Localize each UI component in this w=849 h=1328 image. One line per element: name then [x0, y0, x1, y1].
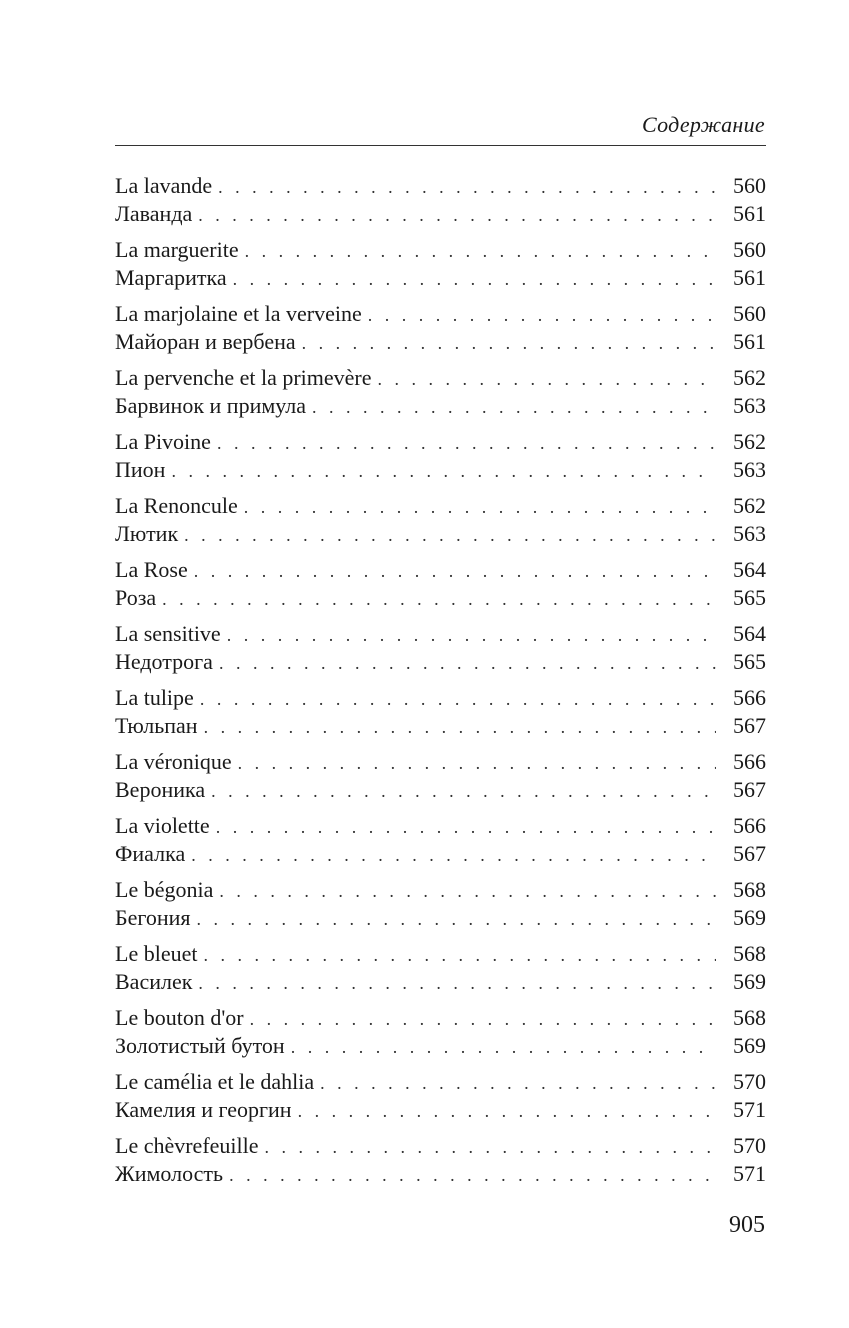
entry-page-number: 560: [733, 237, 766, 262]
entry-page-number: 566: [733, 813, 766, 838]
toc-entry-fr[interactable]: [115, 364, 766, 392]
dot-leader: [197, 905, 716, 933]
dot-leader: [291, 1033, 716, 1061]
entry-page-number: 565: [733, 649, 766, 674]
entry-title: Вероника: [115, 777, 206, 802]
dot-leader: [219, 877, 716, 905]
entry-title: Le bégonia: [115, 877, 214, 902]
toc-group: [115, 364, 766, 420]
entry-title: Тюльпан: [115, 713, 198, 738]
entry-title: Майоран и вербена: [115, 329, 296, 354]
entry-page-number: 569: [733, 1033, 766, 1058]
toc-group: [115, 940, 766, 996]
dot-leader: [194, 557, 716, 585]
toc-group: [115, 1004, 766, 1060]
toc-group: [115, 748, 766, 804]
entry-page-number: 562: [733, 365, 766, 390]
toc-entry-ru[interactable]: [115, 200, 766, 228]
dot-leader: [227, 621, 716, 649]
entry-page-number: 570: [733, 1069, 766, 1094]
toc-entry-ru[interactable]: [115, 968, 766, 996]
dot-leader: [298, 1097, 716, 1125]
toc-entry-ru[interactable]: [115, 776, 766, 804]
toc-group: [115, 876, 766, 932]
toc-group: [115, 236, 766, 292]
toc-entry-fr[interactable]: [115, 1068, 766, 1096]
toc-group: [115, 1132, 766, 1188]
toc-entry-ru[interactable]: [115, 648, 766, 676]
entry-page-number: 563: [733, 457, 766, 482]
dot-leader: [244, 493, 716, 521]
entry-page-number: 567: [733, 841, 766, 866]
entry-title: Золотистый бутон: [115, 1033, 285, 1058]
toc-entry-fr[interactable]: [115, 1004, 766, 1032]
toc-entry-fr[interactable]: [115, 876, 766, 904]
toc-group: [115, 620, 766, 676]
entry-page-number: 566: [733, 749, 766, 774]
entry-page-number: 569: [733, 969, 766, 994]
toc-group: [115, 492, 766, 548]
entry-page-number: 566: [733, 685, 766, 710]
dot-leader: [368, 301, 716, 329]
toc-group: [115, 812, 766, 868]
entry-page-number: 560: [733, 301, 766, 326]
toc-entry-fr[interactable]: [115, 236, 766, 264]
entry-title: La Renoncule: [115, 493, 238, 518]
dot-leader: [219, 649, 716, 677]
entry-title: La pervenche et la primevère: [115, 365, 372, 390]
entry-title: Le camélia et le dahlia: [115, 1069, 315, 1094]
toc-entry-ru[interactable]: [115, 520, 766, 548]
entry-title: La violette: [115, 813, 210, 838]
table-of-contents: [115, 172, 766, 1196]
entry-page-number: 568: [733, 1005, 766, 1030]
toc-entry-ru[interactable]: [115, 1032, 766, 1060]
toc-entry-ru[interactable]: [115, 1096, 766, 1124]
entry-title: Le bleuet: [115, 941, 198, 966]
entry-title: Камелия и георгин: [115, 1097, 292, 1122]
dot-leader: [378, 365, 716, 393]
entry-page-number: 570: [733, 1133, 766, 1158]
entry-page-number: 568: [733, 877, 766, 902]
entry-page-number: 561: [733, 201, 766, 226]
toc-entry-ru[interactable]: [115, 456, 766, 484]
entry-title: La sensitive: [115, 621, 221, 646]
entry-title: Василек: [115, 969, 193, 994]
toc-entry-ru[interactable]: [115, 264, 766, 292]
entry-title: Le bouton d'or: [115, 1005, 244, 1030]
entry-page-number: 565: [733, 585, 766, 610]
toc-group: [115, 428, 766, 484]
entry-title: Барвинок и примула: [115, 393, 307, 418]
toc-entry-ru[interactable]: [115, 584, 766, 612]
dot-leader: [312, 393, 716, 421]
dot-leader: [238, 749, 716, 777]
entry-page-number: 563: [733, 393, 766, 418]
dot-leader: [211, 777, 716, 805]
toc-group: [115, 300, 766, 356]
running-head: Содержание: [641, 112, 765, 137]
entry-page-number: 564: [733, 557, 766, 582]
entry-title: Маргаритка: [115, 265, 227, 290]
entry-title: Фиалка: [115, 841, 186, 866]
entry-page-number: 571: [733, 1161, 766, 1186]
entry-title: Жимолость: [115, 1161, 224, 1186]
entry-page-number: 561: [733, 329, 766, 354]
entry-title: Лаванда: [115, 201, 193, 226]
header-rule: [115, 145, 766, 146]
dot-leader: [320, 1069, 716, 1097]
dot-leader: [191, 841, 716, 869]
dot-leader: [162, 585, 716, 613]
entry-page-number: 562: [733, 493, 766, 518]
dot-leader: [200, 685, 716, 713]
entry-title: La marjolaine et la verveine: [115, 301, 362, 326]
entry-title: Бегония: [115, 905, 191, 930]
toc-entry-fr[interactable]: [115, 428, 766, 456]
dot-leader: [198, 969, 716, 997]
entry-title: Пион: [115, 457, 166, 482]
toc-entry-fr[interactable]: [115, 940, 766, 968]
entry-title: La tulipe: [115, 685, 194, 710]
dot-leader: [218, 173, 716, 201]
toc-entry-ru[interactable]: [115, 840, 766, 868]
entry-page-number: 564: [733, 621, 766, 646]
entry-title: La Rose: [115, 557, 188, 582]
toc-group: [115, 684, 766, 740]
dot-leader: [245, 237, 716, 265]
entry-title: La lavande: [115, 173, 213, 198]
entry-page-number: 562: [733, 429, 766, 454]
toc-entry-fr[interactable]: [115, 1132, 766, 1160]
dot-leader: [204, 713, 716, 741]
toc-entry-fr[interactable]: [115, 812, 766, 840]
toc-entry-fr[interactable]: [115, 556, 766, 584]
entry-page-number: 560: [733, 173, 766, 198]
entry-page-number: 571: [733, 1097, 766, 1122]
entry-title: Le chèvrefeuille: [115, 1133, 259, 1158]
entry-title: Недотрога: [115, 649, 213, 674]
dot-leader: [171, 457, 716, 485]
entry-title: La Pivoine: [115, 429, 211, 454]
dot-leader: [184, 521, 716, 549]
dot-leader: [198, 201, 716, 229]
toc-entry-fr[interactable]: [115, 492, 766, 520]
toc-entry-fr[interactable]: [115, 748, 766, 776]
entry-page-number: 568: [733, 941, 766, 966]
toc-group: [115, 556, 766, 612]
entry-title: La marguerite: [115, 237, 239, 262]
entry-page-number: 561: [733, 265, 766, 290]
toc-entry-ru[interactable]: [115, 1160, 766, 1188]
dot-leader: [233, 265, 716, 293]
entry-page-number: 569: [733, 905, 766, 930]
toc-entry-fr[interactable]: [115, 620, 766, 648]
dot-leader: [229, 1161, 716, 1189]
toc-group: [115, 1068, 766, 1124]
dot-leader: [250, 1005, 716, 1033]
toc-entry-ru[interactable]: [115, 712, 766, 740]
entry-title: Лютик: [115, 521, 179, 546]
dot-leader: [265, 1133, 716, 1161]
toc-entry-fr[interactable]: [115, 172, 766, 200]
dot-leader: [217, 429, 716, 457]
entry-page-number: 563: [733, 521, 766, 546]
toc-entry-ru[interactable]: [115, 328, 766, 356]
entry-page-number: 567: [733, 713, 766, 738]
toc-entry-ru[interactable]: [115, 392, 766, 420]
toc-group: [115, 172, 766, 228]
entry-page-number: 567: [733, 777, 766, 802]
dot-leader: [216, 813, 716, 841]
entry-title: Роза: [115, 585, 157, 610]
dot-leader: [302, 329, 716, 357]
toc-entry-fr[interactable]: [115, 300, 766, 328]
entry-title: La véronique: [115, 749, 232, 774]
toc-entry-fr[interactable]: [115, 684, 766, 712]
page-number: 905: [729, 1212, 765, 1238]
dot-leader: [203, 941, 716, 969]
toc-entry-ru[interactable]: [115, 904, 766, 932]
